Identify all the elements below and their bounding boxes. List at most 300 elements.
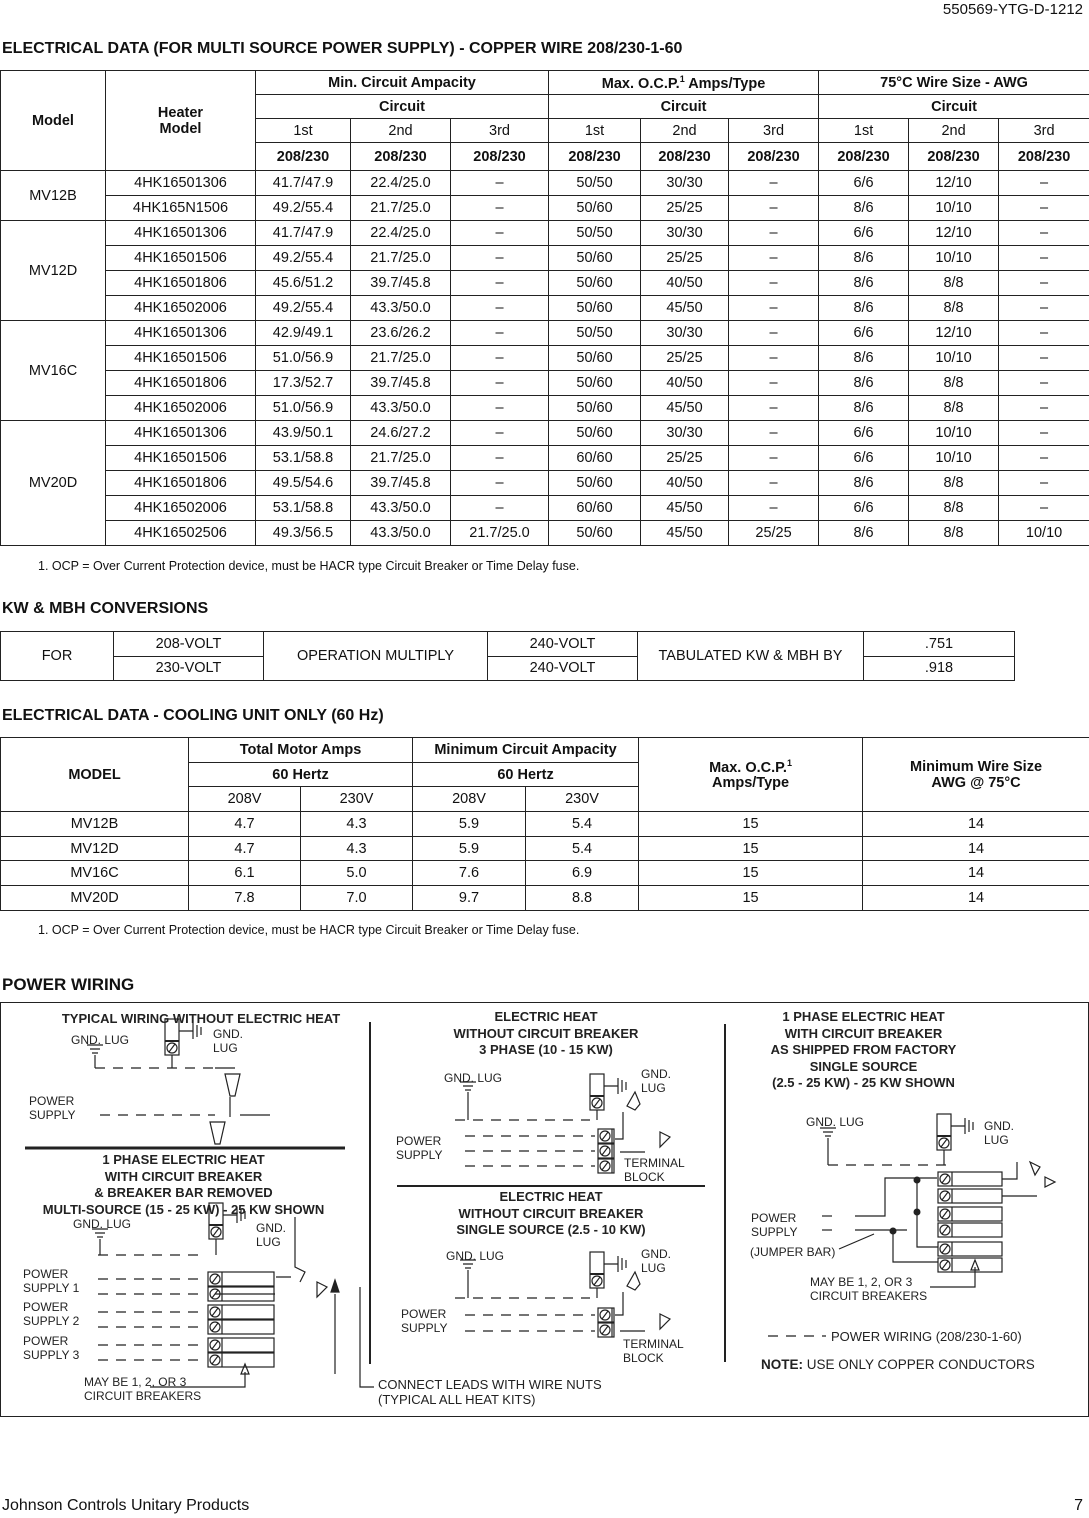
gnd-lug-label: GND. LUG — [641, 1067, 671, 1095]
table-row — [1, 271, 1089, 296]
value-cell: 21.7/25.0 — [451, 521, 549, 546]
table-row — [1, 171, 1089, 196]
total-motor-amps-header: Total Motor Amps — [189, 738, 413, 763]
value-cell: 45/50 — [641, 521, 729, 546]
value-cell: – — [999, 396, 1089, 421]
heater-model-cell: 4HK16501806 — [106, 471, 256, 496]
max-ocp-header: Max. O.C.P.$^1$ Amps/Type — [549, 71, 819, 95]
value-cell: – — [999, 271, 1089, 296]
value-cell: 8/8 — [909, 271, 999, 296]
value-cell: – — [451, 421, 549, 446]
power-wiring-title: POWER WIRING — [2, 975, 135, 994]
value-cell: 45/50 — [641, 496, 729, 521]
heater-model-header: Heater Model — [106, 71, 256, 171]
value-cell: 8/6 — [819, 246, 909, 271]
value-cell: 6/6 — [819, 221, 909, 246]
value-cell: – — [729, 421, 819, 446]
table-row — [1, 496, 1089, 521]
value-cell: 60/60 — [549, 496, 641, 521]
value-cell: 5.9 — [413, 812, 526, 837]
table-row — [1, 861, 1089, 886]
value-cell: 8/8 — [909, 471, 999, 496]
value-cell: 14 — [863, 812, 1089, 837]
gnd-lug-label: GND. LUG — [256, 1221, 286, 1249]
heater-model-cell: 4HK16501506 — [106, 346, 256, 371]
heater-model-cell: 4HK16501806 — [106, 271, 256, 296]
table-row — [1, 421, 1089, 446]
hertz-header: 60 Hertz — [413, 762, 639, 787]
value-cell: 40/50 — [641, 371, 729, 396]
heater-model-cell: 4HK16502006 — [106, 296, 256, 321]
hertz-header: 60 Hertz — [189, 762, 413, 787]
voltage-header: 208/230 — [819, 143, 909, 171]
value-cell: – — [729, 346, 819, 371]
value-cell: 50/60 — [549, 471, 641, 496]
value-cell: 41.7/47.9 — [256, 221, 351, 246]
panel-title: 1 PHASE ELECTRIC HEAT WITH CIRCUIT BREAKER & BREAKER BAR REMOVED MULTI-SOURCE (15 - 25 KW) - 25 KW SHOWN — [42, 1152, 325, 1217]
value-cell: – — [451, 396, 549, 421]
value-cell: 50/60 — [549, 371, 641, 396]
gnd-lug-label: GND. LUG — [444, 1071, 503, 1085]
heater-model-cell: 4HK16502006 — [106, 496, 256, 521]
value-cell: 50/50 — [549, 221, 641, 246]
value-cell: 8/8 — [909, 496, 999, 521]
terminal-breaker-icon — [598, 1308, 614, 1322]
model-cell: MV12B — [1, 812, 189, 837]
model-cell: MV16C — [1, 321, 106, 421]
value-cell: 6/6 — [819, 421, 909, 446]
factor-cell: .751 — [864, 632, 1015, 657]
value-cell: 4.7 — [189, 812, 301, 837]
value-cell: – — [451, 296, 549, 321]
panel-title: TYPICAL WIRING WITHOUT ELECTRIC HEAT — [61, 1011, 341, 1026]
factor-cell: .918 — [864, 656, 1015, 681]
value-cell: 25/25 — [641, 446, 729, 471]
circuit-header: Circuit — [256, 95, 549, 119]
footer-company: Johnson Controls Unitary Products — [2, 1497, 250, 1514]
heater-model-cell: 4HK16501306 — [106, 321, 256, 346]
value-cell: – — [729, 221, 819, 246]
power-supply-label: POWER SUPPLY — [29, 1094, 76, 1122]
value-cell: – — [729, 271, 819, 296]
value-cell: – — [451, 221, 549, 246]
model-header: Model — [1, 71, 106, 171]
value-cell: 53.1/58.8 — [256, 496, 351, 521]
value-cell: 15 — [639, 836, 863, 861]
value-cell: 8/8 — [909, 296, 999, 321]
value-cell: – — [999, 346, 1089, 371]
voltage-header: 208/230 — [909, 143, 999, 171]
heater-model-cell: 4HK16501506 — [106, 246, 256, 271]
table-row — [1, 396, 1089, 421]
power-supply-label: POWER SUPPLY — [401, 1307, 448, 1335]
tabulated-cell: TABULATED KW & MBH BY — [638, 632, 864, 681]
circuit-number-header: 2nd — [351, 119, 451, 143]
model-cell: MV20D — [1, 421, 106, 546]
model-cell: MV16C — [1, 861, 189, 886]
value-cell: – — [451, 196, 549, 221]
value-cell: 41.7/47.9 — [256, 171, 351, 196]
value-cell: 10/10 — [909, 346, 999, 371]
value-cell: – — [451, 446, 549, 471]
gnd-lug-label: GND. LUG — [71, 1033, 130, 1047]
table-row — [1, 321, 1089, 346]
circuit-header: Circuit — [819, 95, 1089, 119]
value-cell: 12/10 — [909, 221, 999, 246]
ground-symbol-icon — [92, 1229, 108, 1255]
voltage-header: 208/230 — [729, 143, 819, 171]
gnd-lug-label: GND. LUG — [73, 1217, 132, 1231]
circuit-number-header: 1st — [549, 119, 641, 143]
power-wiring-legend: POWER WIRING (208/230-1-60) — [831, 1329, 1022, 1344]
value-cell: 50/60 — [549, 521, 641, 546]
for-cell: FOR — [1, 632, 114, 681]
table-row — [1, 521, 1089, 546]
value-cell: 45.6/51.2 — [256, 271, 351, 296]
cooling-unit-table — [0, 737, 1089, 911]
value-cell: 53.1/58.8 — [256, 446, 351, 471]
value-cell: 50/60 — [549, 196, 641, 221]
heater-model-cell: 4HK16501306 — [106, 171, 256, 196]
value-cell: 10/10 — [909, 196, 999, 221]
copper-note: NOTE: USE ONLY COPPER CONDUCTORS — [761, 1357, 1035, 1372]
value-cell: 25/25 — [641, 196, 729, 221]
table-row — [1, 221, 1089, 246]
multi-source-electrical-table — [0, 70, 1089, 546]
value-cell: 43.9/50.1 — [256, 421, 351, 446]
value-cell: 49.2/55.4 — [256, 246, 351, 271]
value-cell: 8/6 — [819, 396, 909, 421]
model-cell: MV20D — [1, 886, 189, 911]
terminal-breaker-icon — [208, 1353, 274, 1367]
value-cell: – — [451, 171, 549, 196]
value-cell: – — [999, 421, 1089, 446]
value-cell: 9.7 — [413, 886, 526, 911]
terminal-breaker-icon — [208, 1305, 274, 1319]
value-cell: 50/60 — [549, 396, 641, 421]
value-cell: 7.0 — [301, 886, 413, 911]
voltage-header: 208V — [413, 787, 526, 812]
value-cell: 43.3/50.0 — [351, 296, 451, 321]
value-cell: – — [451, 371, 549, 396]
value-cell: 23.6/26.2 — [351, 321, 451, 346]
value-cell: 39.7/45.8 — [351, 471, 451, 496]
heater-model-cell: 4HK16501306 — [106, 221, 256, 246]
page-number: 7 — [1074, 1497, 1083, 1514]
power-supply-3-label: POWER SUPPLY 3 — [23, 1334, 80, 1362]
value-cell: 30/30 — [641, 321, 729, 346]
value-cell: 45/50 — [641, 396, 729, 421]
value-cell: 50/60 — [549, 271, 641, 296]
value-cell: 22.4/25.0 — [351, 171, 451, 196]
value-cell: – — [451, 346, 549, 371]
value-cell: – — [729, 246, 819, 271]
value-cell: – — [729, 296, 819, 321]
voltage-header: 208/230 — [999, 143, 1089, 171]
terminal-breaker-icon — [938, 1258, 1002, 1272]
voltage-header: 230V — [301, 787, 413, 812]
circuit-header: Circuit — [549, 95, 819, 119]
value-cell: 8.8 — [526, 886, 639, 911]
value-cell: 51.0/56.9 — [256, 396, 351, 421]
value-cell: 49.2/55.4 — [256, 196, 351, 221]
gnd-lug-label: GND. LUG — [446, 1249, 505, 1263]
value-cell: 50/50 — [549, 171, 641, 196]
value-cell: – — [999, 221, 1089, 246]
value-cell: 8/6 — [819, 296, 909, 321]
value-cell: – — [451, 246, 549, 271]
terminal-block-label: TERMINAL BLOCK — [623, 1337, 684, 1365]
value-cell: 8/6 — [819, 371, 909, 396]
value-cell: – — [999, 196, 1089, 221]
value-cell: 7.8 — [189, 886, 301, 911]
terminal-breaker-icon — [598, 1159, 614, 1173]
volt-240-cell: 240-VOLT — [488, 632, 638, 657]
heater-model-cell: 4HK16501806 — [106, 371, 256, 396]
value-cell: 8/8 — [909, 521, 999, 546]
value-cell: – — [451, 271, 549, 296]
heater-model-cell: 4HK16502506 — [106, 521, 256, 546]
value-cell: 6/6 — [819, 496, 909, 521]
value-cell: 30/30 — [641, 221, 729, 246]
value-cell: 49.2/55.4 — [256, 296, 351, 321]
value-cell: 15 — [639, 886, 863, 911]
table-row — [1, 296, 1089, 321]
terminal-breaker-icon — [938, 1189, 1002, 1203]
value-cell: 10/10 — [909, 421, 999, 446]
power-wiring-diagram — [0, 1002, 1089, 1417]
gnd-lug-label: GND. LUG — [641, 1247, 671, 1275]
power-supply-label: POWER SUPPLY — [396, 1134, 443, 1162]
value-cell: 4.3 — [301, 812, 413, 837]
table-row — [1, 346, 1089, 371]
may-be-breakers-label: MAY BE 1, 2, OR 3 CIRCUIT BREAKERS — [84, 1375, 202, 1403]
volt-240-cell: 240-VOLT — [488, 656, 638, 681]
heater-model-cell: 4HK16502006 — [106, 396, 256, 421]
value-cell: 43.3/50.0 — [351, 521, 451, 546]
panel-title: ELECTRIC HEAT WITHOUT CIRCUIT BREAKER 3 PHASE (10 - 15 KW) — [453, 1009, 639, 1057]
gnd-lug-label: GND. LUG — [213, 1027, 243, 1055]
model-cell: MV12D — [1, 836, 189, 861]
value-cell: 25/25 — [729, 521, 819, 546]
value-cell: 43.3/50.0 — [351, 496, 451, 521]
gnd-lug-label: GND. LUG — [806, 1115, 865, 1129]
value-cell: 49.5/54.6 — [256, 471, 351, 496]
table-row — [1, 886, 1089, 911]
table2-title: KW & MBH CONVERSIONS — [2, 600, 209, 617]
jumper-bar-label: (JUMPER BAR) — [750, 1245, 836, 1259]
value-cell: 6/6 — [819, 321, 909, 346]
value-cell: 39.7/45.8 — [351, 271, 451, 296]
table3-footnote: 1. OCP = Over Current Protection device, must be HACR type Circuit Breaker or Time Delay fuse. — [38, 923, 580, 937]
circuit-number-header: 3rd — [999, 119, 1089, 143]
value-cell: 25/25 — [641, 346, 729, 371]
value-cell: 12/10 — [909, 321, 999, 346]
value-cell: 50/60 — [549, 421, 641, 446]
value-cell: 43.3/50.0 — [351, 396, 451, 421]
value-cell: – — [729, 446, 819, 471]
connect-leads-note: CONNECT LEADS WITH WIRE NUTS (TYPICAL ALL HEAT KITS) — [378, 1377, 602, 1407]
panel-title: 1 PHASE ELECTRIC HEAT WITH CIRCUIT BREAKER AS SHIPPED FROM FACTORY SINGLE SOURCE (2.5 - 25 KW) - 25 KW SHOWN — [770, 1009, 957, 1090]
terminal-breaker-icon — [598, 1144, 614, 1158]
value-cell: 25/25 — [641, 246, 729, 271]
value-cell: 14 — [863, 836, 1089, 861]
volt-230-cell: 230-VOLT — [114, 656, 264, 681]
value-cell: 7.6 — [413, 861, 526, 886]
value-cell: 8/8 — [909, 396, 999, 421]
value-cell: 8/8 — [909, 371, 999, 396]
table3-title: ELECTRICAL DATA - COOLING UNIT ONLY (60 Hz) — [2, 707, 384, 724]
value-cell: 5.4 — [526, 836, 639, 861]
gnd-lug-icon — [590, 1252, 626, 1298]
operation-cell: OPERATION MULTIPLY — [264, 632, 488, 681]
value-cell: – — [999, 246, 1089, 271]
terminal-breaker-icon — [598, 1323, 614, 1337]
table-row — [1, 371, 1089, 396]
value-cell: – — [451, 321, 549, 346]
value-cell: – — [999, 496, 1089, 521]
power-supply-2-label: POWER SUPPLY 2 — [23, 1300, 80, 1328]
value-cell: 49.3/56.5 — [256, 521, 351, 546]
table-row — [1, 836, 1089, 861]
value-cell: – — [729, 321, 819, 346]
table-row — [1, 446, 1089, 471]
heater-model-cell: 4HK16501306 — [106, 421, 256, 446]
value-cell: 6/6 — [819, 171, 909, 196]
value-cell: 21.7/25.0 — [351, 346, 451, 371]
value-cell: 50/50 — [549, 321, 641, 346]
kw-mbh-conversion-table — [0, 631, 1015, 681]
value-cell: 24.6/27.2 — [351, 421, 451, 446]
value-cell: 4.3 — [301, 836, 413, 861]
min-circuit-ampacity-header: Min. Circuit Ampacity — [256, 71, 549, 95]
table-row — [1, 471, 1089, 496]
value-cell: 21.7/25.0 — [351, 446, 451, 471]
terminal-breaker-icon — [598, 1129, 614, 1143]
terminal-breaker-icon — [208, 1320, 274, 1334]
gnd-lug-label: GND. LUG — [984, 1119, 1014, 1147]
ground-symbol-icon — [460, 1260, 476, 1298]
model-cell: MV12D — [1, 221, 106, 321]
gnd-lug-icon — [937, 1114, 973, 1165]
gnd-lug-icon — [590, 1074, 626, 1120]
value-cell: 5.0 — [301, 861, 413, 886]
value-cell: – — [999, 321, 1089, 346]
value-cell: 14 — [863, 861, 1089, 886]
value-cell: 8/6 — [819, 196, 909, 221]
terminal-breaker-icon — [208, 1338, 274, 1352]
model-cell: MV12B — [1, 171, 106, 221]
value-cell: – — [999, 296, 1089, 321]
value-cell: – — [999, 446, 1089, 471]
value-cell: 10/10 — [999, 521, 1089, 546]
value-cell: 14 — [863, 886, 1089, 911]
value-cell: 8/6 — [819, 471, 909, 496]
value-cell: 40/50 — [641, 471, 729, 496]
value-cell: 6/6 — [819, 446, 909, 471]
voltage-header: 230V — [526, 787, 639, 812]
circuit-number-header: 2nd — [641, 119, 729, 143]
wire-size-header: 75°C Wire Size - AWG — [819, 71, 1089, 95]
value-cell: 39.7/45.8 — [351, 371, 451, 396]
min-wire-size-header: Minimum Wire Size AWG @ 75°C — [863, 738, 1089, 812]
circuit-number-header: 3rd — [729, 119, 819, 143]
value-cell: 60/60 — [549, 446, 641, 471]
circuit-number-header: 1st — [819, 119, 909, 143]
value-cell: – — [729, 396, 819, 421]
value-cell: 21.7/25.0 — [351, 246, 451, 271]
value-cell: 45/50 — [641, 296, 729, 321]
value-cell: – — [999, 471, 1089, 496]
power-supply-label: POWER SUPPLY — [751, 1211, 798, 1239]
value-cell: – — [729, 196, 819, 221]
value-cell: 30/30 — [641, 171, 729, 196]
voltage-header: 208/230 — [549, 143, 641, 171]
value-cell: 10/10 — [909, 246, 999, 271]
voltage-header: 208/230 — [641, 143, 729, 171]
terminal-block-label: TERMINAL BLOCK — [624, 1156, 685, 1184]
terminal-breaker-icon — [938, 1207, 1002, 1221]
value-cell: 40/50 — [641, 271, 729, 296]
circuit-number-header: 3rd — [451, 119, 549, 143]
value-cell: 10/10 — [909, 446, 999, 471]
heater-model-cell: 4HK16501506 — [106, 446, 256, 471]
volt-208-cell: 208-VOLT — [114, 632, 264, 657]
value-cell: 6.9 — [526, 861, 639, 886]
table-row — [1, 246, 1089, 271]
value-cell: – — [451, 471, 549, 496]
value-cell: 5.9 — [413, 836, 526, 861]
ground-symbol-icon — [87, 1045, 103, 1068]
circuit-number-header: 2nd — [909, 119, 999, 143]
terminal-breaker-icon — [938, 1223, 1002, 1237]
value-cell: 21.7/25.0 — [351, 196, 451, 221]
max-ocp-header: Max. O.C.P.$^1$ Amps/Type — [639, 738, 863, 812]
table-row — [1, 196, 1089, 221]
value-cell: 8/6 — [819, 521, 909, 546]
value-cell: – — [451, 496, 549, 521]
value-cell: 51.0/56.9 — [256, 346, 351, 371]
voltage-header: 208/230 — [256, 143, 351, 171]
value-cell: 6.1 — [189, 861, 301, 886]
table1-footnote: 1. OCP = Over Current Protection device, must be HACR type Circuit Breaker or Time Delay fuse. — [38, 559, 580, 573]
model-header: MODEL — [1, 738, 189, 812]
ground-symbol-icon — [460, 1082, 476, 1120]
value-cell: – — [729, 171, 819, 196]
value-cell: 5.4 — [526, 812, 639, 837]
ground-symbol-icon — [820, 1128, 836, 1165]
terminal-breaker-icon — [208, 1272, 274, 1286]
value-cell: 50/60 — [549, 246, 641, 271]
voltage-header: 208V — [189, 787, 301, 812]
value-cell: 50/60 — [549, 296, 641, 321]
value-cell: – — [729, 496, 819, 521]
value-cell: – — [729, 371, 819, 396]
value-cell: – — [999, 371, 1089, 396]
value-cell: 30/30 — [641, 421, 729, 446]
terminal-breaker-icon — [938, 1242, 1002, 1256]
min-circuit-ampacity-header: Minimum Circuit Ampacity — [413, 738, 639, 763]
terminal-breaker-icon — [938, 1172, 1002, 1186]
document-number: 550569-YTG-D-1212 — [942, 1, 1083, 18]
power-supply-1-label: POWER SUPPLY 1 — [23, 1267, 80, 1295]
voltage-header: 208/230 — [351, 143, 451, 171]
value-cell: 15 — [639, 861, 863, 886]
value-cell: 12/10 — [909, 171, 999, 196]
panel-title: ELECTRIC HEAT WITHOUT CIRCUIT BREAKER SINGLE SOURCE (2.5 - 10 KW) — [456, 1189, 646, 1237]
heater-model-cell: 4HK165N1506 — [106, 196, 256, 221]
may-be-breakers-label: MAY BE 1, 2, OR 3 CIRCUIT BREAKERS — [810, 1275, 928, 1303]
